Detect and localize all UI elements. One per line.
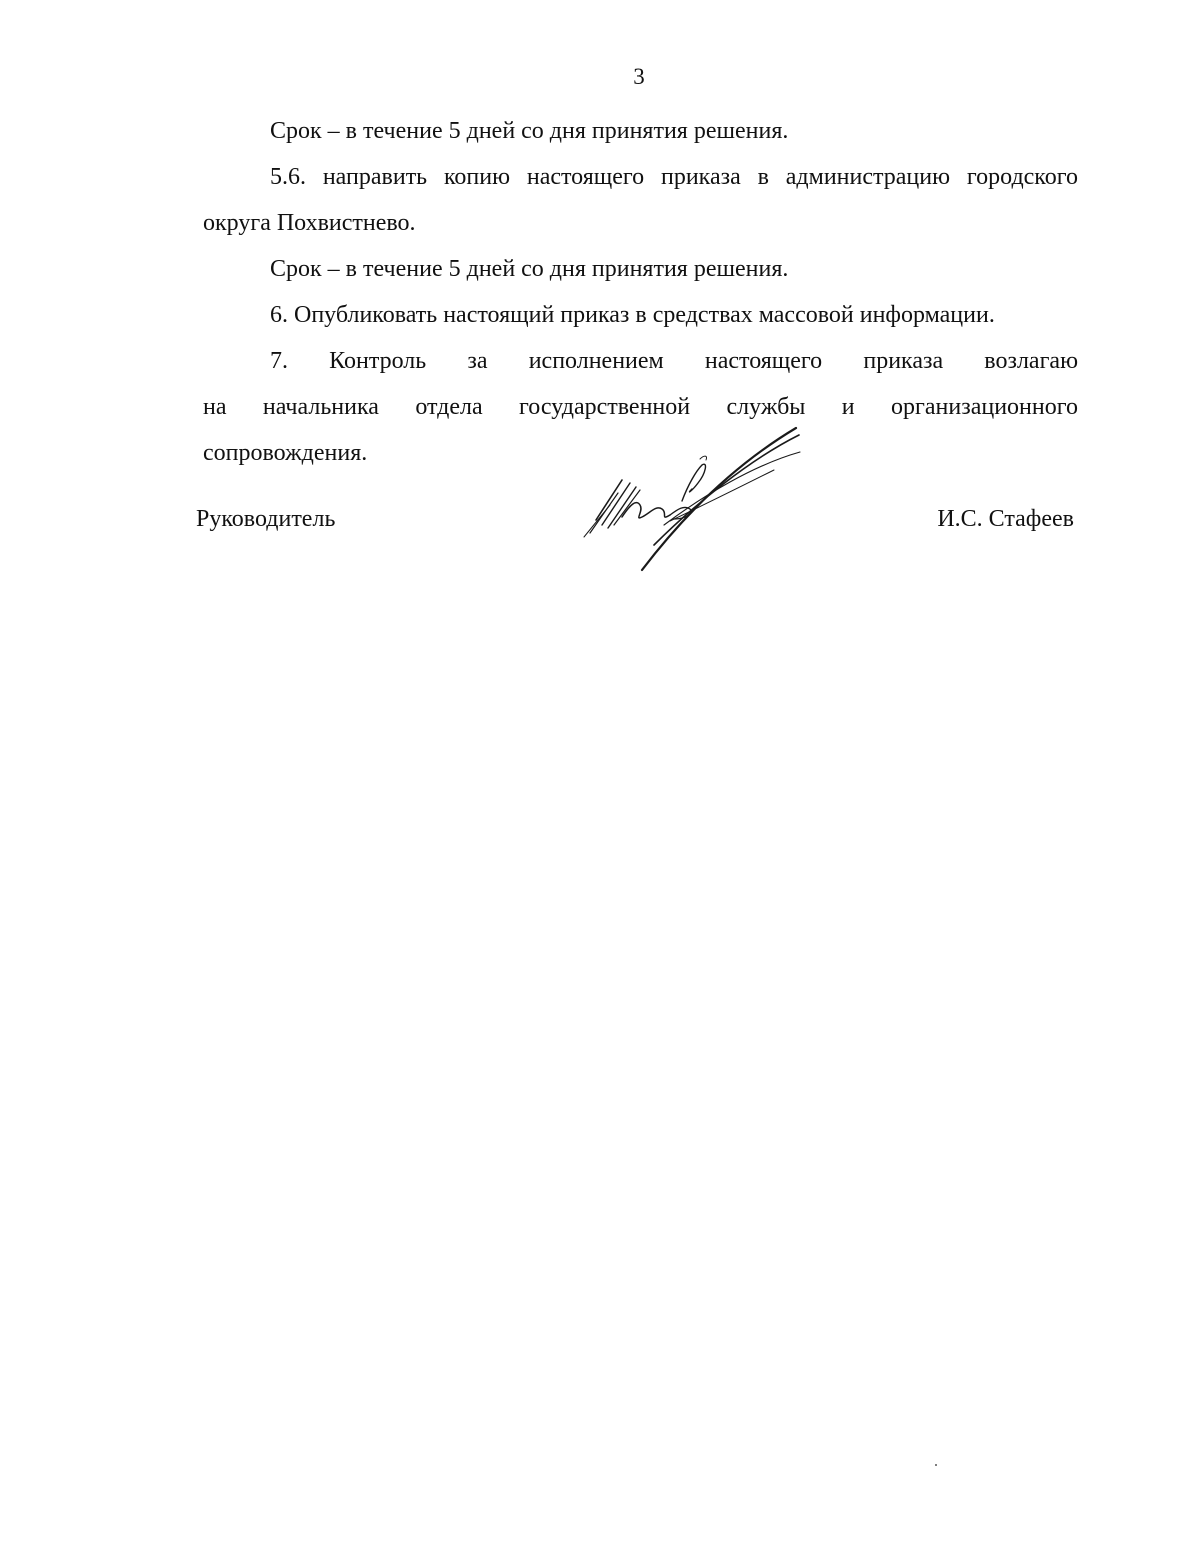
paragraph-item-7-line-2: на начальника отдела государственной службы и организационного	[203, 394, 1078, 420]
paragraph-item-5-6-line-1: 5.6. направить копию настоящего приказа в администрацию городского	[270, 164, 1078, 190]
paragraph-item-7-line-1: 7. Контроль за исполнением настоящего приказа возлагаю	[270, 348, 1078, 374]
signer-name: И.С. Стафеев	[937, 506, 1074, 532]
handwritten-signature	[574, 425, 814, 575]
signature-block	[196, 500, 1076, 580]
paragraph-deadline-1: Срок – в течение 5 дней со дня принятия решения.	[270, 118, 789, 144]
page-number: 3	[633, 64, 645, 89]
paragraph-item-6: 6. Опубликовать настоящий приказ в средствах массовой информации.	[270, 302, 995, 328]
scan-speck	[935, 1464, 937, 1466]
document-body	[203, 108, 1078, 476]
signer-position: Руководитель	[196, 506, 336, 532]
paragraph-item-7-line-3: сопровождения.	[203, 440, 368, 466]
paragraph-item-5-6-line-2: округа Похвистнево.	[203, 210, 416, 236]
paragraph-deadline-2: Срок – в течение 5 дней со дня принятия решения.	[270, 256, 789, 282]
